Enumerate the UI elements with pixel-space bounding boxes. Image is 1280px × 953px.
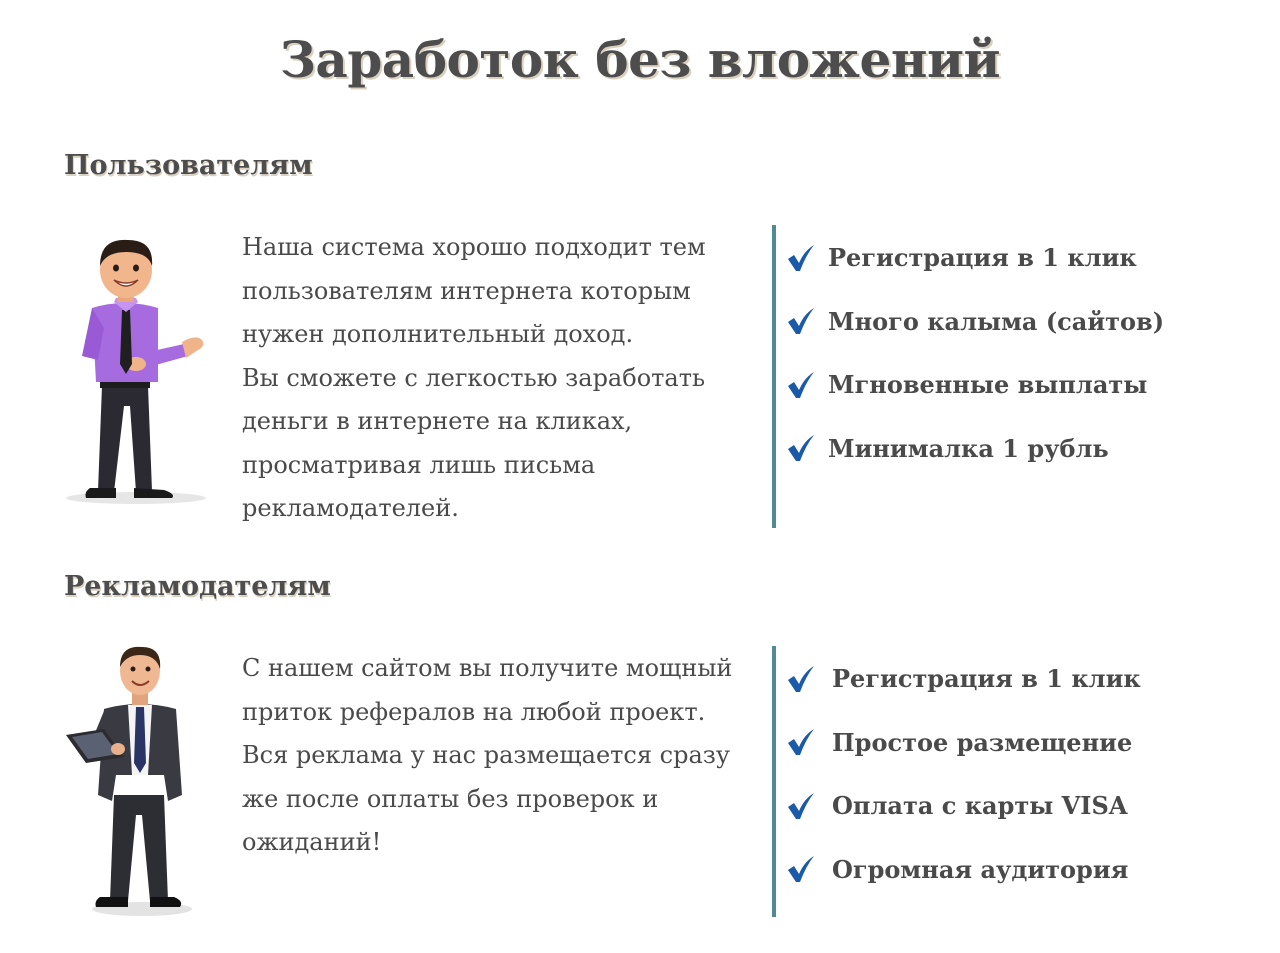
users-description-paragraph-2: Вы сможете с легкостью заработать деньги в интернете на кликах, просматривая лишь письма рекламодателей.	[242, 363, 706, 522]
advertisers-feature-label: Простое размещение	[832, 727, 1133, 757]
users-feature-item	[786, 226, 1164, 290]
check-icon	[786, 664, 816, 694]
businessman-with-tablet-illustration	[64, 645, 194, 920]
users-feature-item	[786, 353, 1164, 417]
advertisers-feature-item	[786, 838, 1141, 902]
users-description	[242, 226, 742, 531]
check-icon	[786, 727, 816, 757]
page-title: Заработок без вложений	[279, 30, 1001, 89]
advertisers-feature-list	[786, 647, 1141, 901]
advertisers-feature-label: Огромная аудитория	[832, 854, 1129, 884]
users-description-paragraph-1: Наша система хорошо подходит тем пользователям интернета которым нужен дополнительный доход.	[242, 233, 706, 348]
users-feature-label: Минималка 1 рубль	[828, 433, 1109, 463]
users-feature-label: Много калыма (сайтов)	[828, 306, 1165, 336]
advertisers-description-paragraph: С нашем сайтом вы получите мощный приток рефералов на любой проект. Вся реклама у нас размещается сразу же после оплаты без проверок и ожиданий!	[242, 654, 733, 856]
advertisers-feature-label: Регистрация в 1 клик	[832, 664, 1141, 694]
users-section-heading: Пользователям	[64, 150, 313, 181]
users-feature-list	[786, 226, 1164, 480]
users-feature-item	[786, 417, 1164, 481]
advertisers-divider	[772, 646, 776, 917]
advertisers-feature-label: Оплата с карты VISA	[832, 791, 1128, 821]
check-icon	[786, 854, 816, 884]
advertisers-section-heading: Рекламодателям	[64, 571, 331, 602]
check-icon	[786, 370, 816, 400]
advertisers-feature-item	[786, 647, 1141, 711]
check-icon	[786, 243, 816, 273]
check-icon	[786, 433, 816, 463]
users-feature-label: Регистрация в 1 клик	[828, 243, 1137, 273]
check-icon	[786, 306, 816, 336]
check-icon	[786, 791, 816, 821]
advertisers-description	[242, 647, 742, 865]
users-divider	[772, 225, 776, 528]
users-feature-label: Мгновенные выплаты	[828, 370, 1148, 400]
users-feature-item	[786, 290, 1164, 354]
advertisers-feature-item	[786, 711, 1141, 775]
advertisers-feature-item	[786, 774, 1141, 838]
man-purple-shirt-illustration	[64, 236, 209, 506]
